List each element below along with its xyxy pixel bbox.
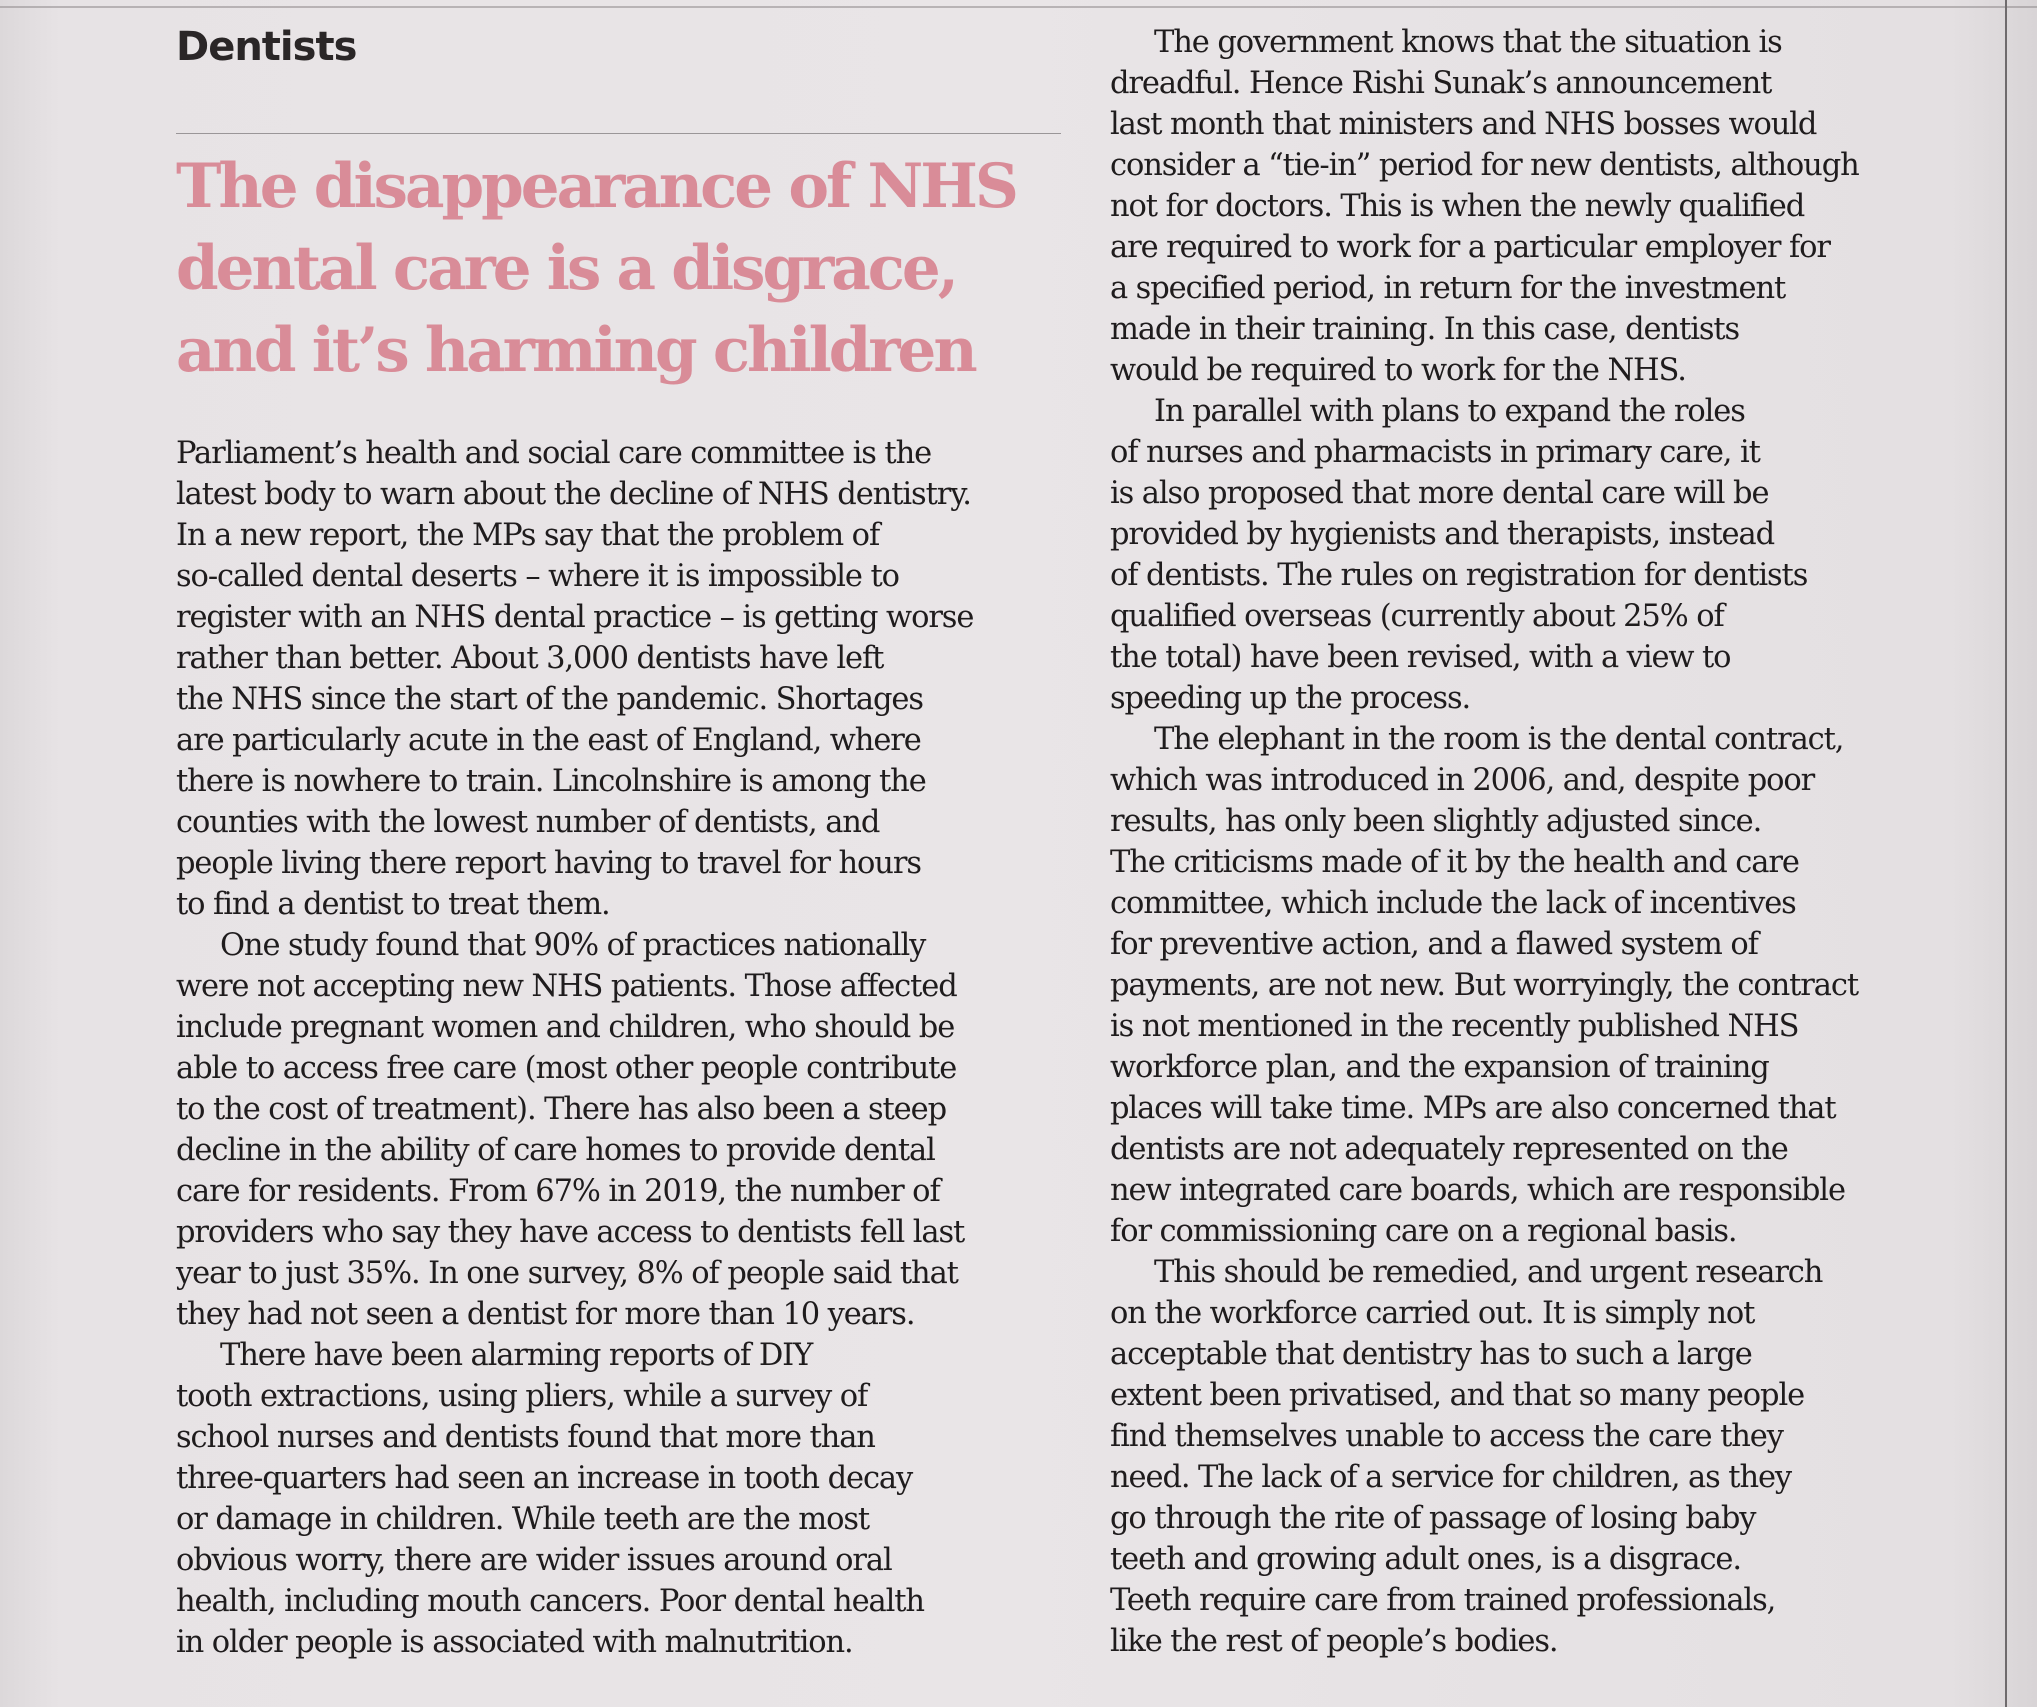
body-text-line: provided by hygienists and therapists, instead xyxy=(1110,517,1775,552)
body-text-line: not for doctors. This is when the newly qualified xyxy=(1110,189,1805,224)
body-text-line: year to just 35%. In one survey, 8% of people said that xyxy=(176,1256,958,1291)
body-text-line: latest body to warn about the decline of NHS dentistry. xyxy=(176,477,971,512)
body-text-line: register with an NHS dental practice – is getting worse xyxy=(176,600,974,635)
body-text-line: providers who say they have access to dentists fell last xyxy=(176,1215,965,1250)
body-text-line: are particularly acute in the east of England, where xyxy=(176,723,921,758)
body-text-line: In parallel with plans to expand the roles xyxy=(1154,394,1745,429)
body-text-line: the total) have been revised, with a view to xyxy=(1110,640,1731,675)
headline-line: dental care is a disgrace, xyxy=(176,233,956,304)
body-text-line: on the workforce carried out. It is simply not xyxy=(1110,1296,1755,1331)
headline-line: The disappearance of NHS xyxy=(176,151,1016,222)
body-text-line: made in their training. In this case, dentists xyxy=(1110,312,1740,347)
body-text-line: include pregnant women and children, who should be xyxy=(176,1010,955,1045)
body-text-line: like the rest of people’s bodies. xyxy=(1110,1624,1558,1659)
body-text-line: care for residents. From 67% in 2019, the number of xyxy=(176,1174,940,1209)
body-text-line: able to access free care (most other people contribute xyxy=(176,1051,957,1086)
body-text-line: find themselves unable to access the care they xyxy=(1110,1419,1783,1454)
body-text-line: there is nowhere to train. Lincolnshire is among the xyxy=(176,764,926,799)
body-text-line: Parliament’s health and social care committee is the xyxy=(176,436,932,471)
body-text-line: which was introduced in 2006, and, despite poor xyxy=(1110,763,1815,798)
left-column xyxy=(176,433,1076,1663)
body-text-line: a specified period, in return for the investment xyxy=(1110,271,1786,306)
body-text-line: workforce plan, and the expansion of training xyxy=(1110,1050,1769,1085)
body-text-line: payments, are not new. But worryingly, the contract xyxy=(1110,968,1858,1003)
body-text-line: The elephant in the room is the dental contract, xyxy=(1154,722,1844,757)
body-text-line: consider a “tie-in” period for new dentists, although xyxy=(1110,148,1859,183)
body-text-line: The government knows that the situation is xyxy=(1154,25,1782,60)
section-label: Dentists xyxy=(176,24,357,70)
body-text-line: results, has only been slightly adjusted since. xyxy=(1110,804,1762,839)
body-text-line: decline in the ability of care homes to provide dental xyxy=(176,1133,935,1168)
body-text-line: health, including mouth cancers. Poor dental health xyxy=(176,1584,924,1619)
right-column xyxy=(1110,22,1990,1662)
body-text-line: qualified overseas (currently about 25% of xyxy=(1110,599,1724,634)
body-text-line: are required to work for a particular employer for xyxy=(1110,230,1830,265)
body-text-line: for preventive action, and a flawed system of xyxy=(1110,927,1758,962)
body-text-line: rather than better. About 3,000 dentists have left xyxy=(176,641,884,676)
body-text-line: places will take time. MPs are also concerned that xyxy=(1110,1091,1836,1126)
body-text-line: This should be remedied, and urgent research xyxy=(1154,1255,1823,1290)
body-text-line: is also proposed that more dental care will be xyxy=(1110,476,1769,511)
column-divider-rule xyxy=(2005,0,2007,1707)
body-text-line: go through the rite of passage of losing baby xyxy=(1110,1501,1756,1536)
body-text-line: is not mentioned in the recently published NHS xyxy=(1110,1009,1799,1044)
body-text-line: dentists are not adequately represented on the xyxy=(1110,1132,1788,1167)
body-text-line: the NHS since the start of the pandemic. Shortages xyxy=(176,682,923,717)
top-rule xyxy=(0,6,2037,8)
body-text-line: In a new report, the MPs say that the problem of xyxy=(176,518,880,553)
body-text-line: speeding up the process. xyxy=(1110,681,1471,716)
body-text-line: tooth extractions, using pliers, while a survey of xyxy=(176,1379,868,1414)
body-text-line: for commissioning care on a regional basis. xyxy=(1110,1214,1737,1249)
body-text-line: in older people is associated with malnutrition. xyxy=(176,1625,853,1660)
body-text-line: teeth and growing adult ones, is a disgrace. xyxy=(1110,1542,1741,1577)
body-text-line: One study found that 90% of practices nationally xyxy=(220,928,926,963)
body-text-line: Teeth require care from trained professionals, xyxy=(1110,1583,1776,1618)
body-text-line: dreadful. Hence Rishi Sunak’s announcement xyxy=(1110,66,1772,101)
body-text-line: counties with the lowest number of dentists, and xyxy=(176,805,880,840)
body-text-line: or damage in children. While teeth are the most xyxy=(176,1502,870,1537)
body-text-line: to find a dentist to treat them. xyxy=(176,887,610,922)
body-text-line: new integrated care boards, which are responsible xyxy=(1110,1173,1845,1208)
headline-line: and it’s harming children xyxy=(176,315,975,386)
body-text-line: they had not seen a dentist for more than 10 years. xyxy=(176,1297,915,1332)
body-text-line: of dentists. The rules on registration for dentists xyxy=(1110,558,1808,593)
body-text-line: obvious worry, there are wider issues around oral xyxy=(176,1543,892,1578)
headline xyxy=(176,146,1076,392)
body-text-line: extent been privatised, and that so many people xyxy=(1110,1378,1805,1413)
body-text-line: people living there report having to travel for hours xyxy=(176,846,921,881)
body-text-line: acceptable that dentistry has to such a large xyxy=(1110,1337,1752,1372)
body-text-line: need. The lack of a service for children, as they xyxy=(1110,1460,1792,1495)
body-text-line: would be required to work for the NHS. xyxy=(1110,353,1686,388)
body-text-line: school nurses and dentists found that more than xyxy=(176,1420,875,1455)
body-text-line: committee, which include the lack of incentives xyxy=(1110,886,1796,921)
body-text-line: so-called dental deserts – where it is impossible to xyxy=(176,559,899,594)
body-text-line: to the cost of treatment). There has also been a steep xyxy=(176,1092,946,1127)
body-text-line: were not accepting new NHS patients. Those affected xyxy=(176,969,957,1004)
body-text-line: last month that ministers and NHS bosses would xyxy=(1110,107,1817,142)
body-text-line: The criticisms made of it by the health and care xyxy=(1110,845,1799,880)
body-text-line: of nurses and pharmacists in primary care, it xyxy=(1110,435,1760,470)
headline-rule xyxy=(176,133,1061,134)
body-text-line: three-quarters had seen an increase in tooth decay xyxy=(176,1461,913,1496)
body-text-line: There have been alarming reports of DIY xyxy=(220,1338,813,1373)
